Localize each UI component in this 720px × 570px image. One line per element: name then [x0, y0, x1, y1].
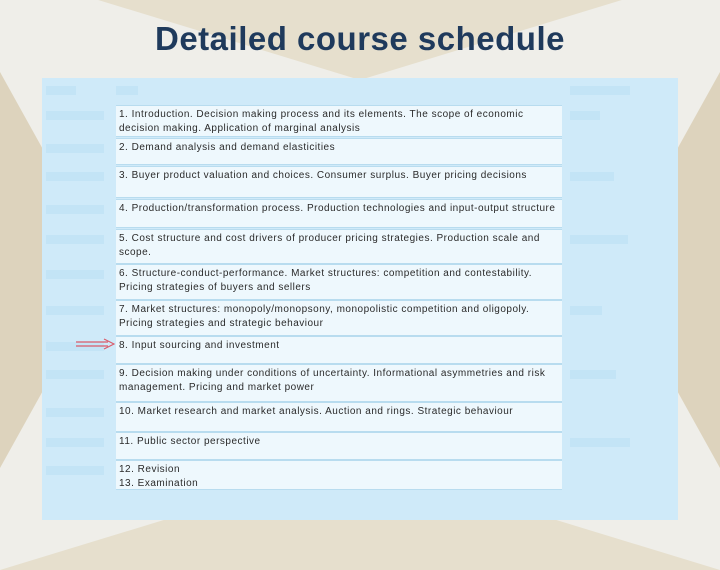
faded-cell	[46, 205, 104, 214]
schedule-row-text: 12. Revision 13. Examination	[119, 464, 199, 489]
faded-cell	[46, 270, 104, 279]
faded-cell	[570, 172, 614, 181]
faded-cell	[570, 111, 600, 120]
schedule-row	[116, 166, 562, 198]
schedule-row	[116, 199, 562, 228]
slide-title: Detailed course schedule	[155, 20, 565, 57]
schedule-row-text: 7. Market structures: monopoly/monopsony, monopolistic competition and oligopoly. Pricing strategies and strategic behaviour	[119, 304, 530, 329]
schedule-row-text: 1. Introduction. Decision making process and its elements. The scope of economic decision making. Application of marginal analysis	[119, 109, 524, 134]
schedule-row	[116, 105, 562, 137]
schedule-row	[116, 460, 562, 490]
schedule-row-text: 2. Demand analysis and demand elasticities	[119, 142, 336, 153]
schedule-row-text: 4. Production/transformation process. Production technologies and input-output structure	[119, 203, 556, 214]
schedule-row-text: 6. Structure-conduct-performance. Market structures: competition and contestability. Pricing strategies of buyers and sellers	[119, 268, 533, 293]
faded-cell	[46, 144, 104, 153]
faded-cell	[570, 235, 628, 244]
faded-cell	[46, 172, 104, 181]
schedule-row-text: 5. Cost structure and cost drivers of producer pricing strategies. Production scale and scope.	[119, 233, 540, 258]
faded-cell	[46, 438, 104, 447]
schedule-row-text: 11. Public sector perspective	[119, 436, 261, 447]
schedule-row	[116, 138, 562, 165]
arrow-right-icon	[75, 338, 115, 350]
faded-header-cell	[46, 86, 76, 95]
schedule-row	[116, 264, 562, 300]
schedule-row	[116, 336, 562, 364]
schedule-row-text: 9. Decision making under conditions of uncertainty. Informational asymmetries and risk management. Pricing and market power	[119, 368, 546, 393]
faded-cell	[46, 111, 104, 120]
faded-header-cell	[570, 86, 630, 95]
schedule-row-text: 8. Input sourcing and investment	[119, 340, 280, 351]
schedule-row-text: 3. Buyer product valuation and choices. Consumer surplus. Buyer pricing decisions	[119, 170, 527, 181]
schedule-row	[116, 364, 562, 402]
faded-cell	[570, 438, 630, 447]
faded-cell	[46, 408, 104, 417]
schedule-row	[116, 402, 562, 432]
faded-cell	[46, 466, 104, 475]
faded-cell	[46, 306, 104, 315]
schedule-row-text: 10. Market research and market analysis. Auction and rings. Strategic behaviour	[119, 406, 514, 417]
schedule-row	[116, 300, 562, 336]
schedule-row	[116, 432, 562, 460]
schedule-row	[116, 229, 562, 264]
faded-cell	[570, 370, 616, 379]
faded-cell	[570, 306, 602, 315]
faded-cell	[46, 235, 104, 244]
faded-cell	[46, 370, 104, 379]
faded-header-cell	[116, 86, 138, 95]
